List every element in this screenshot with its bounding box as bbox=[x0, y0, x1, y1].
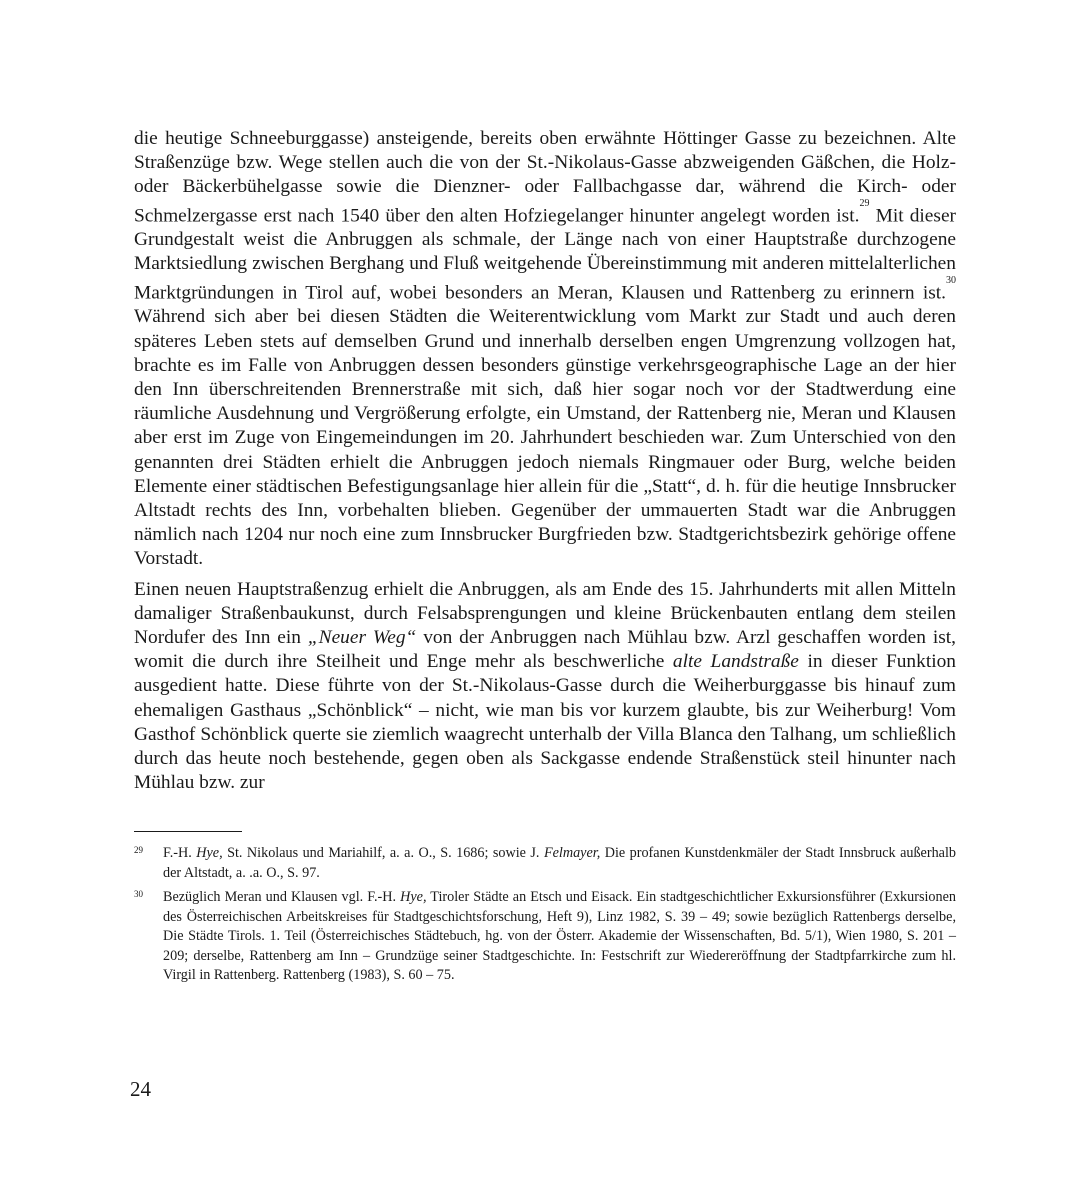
footnote-text-part: Bezüglich Meran und Klausen vgl. F.-H. bbox=[163, 889, 401, 905]
paragraph-1-text-c: Während sich aber bei diesen Städten die Weiterentwicklung vom Markt zur Stadt und auch deren späteres Leben stets auf demselben Grund und innerhalb derselben engen Umgrenzung vollzogen hat, brachte es im Falle von Anbruggen dessen besonders günstige verkehrsgeographische Lage an der hier den Inn überschreitenden Brennerstraße mit sich, daß hier sogar noch vor der Stadtwerdung eine räumliche Ausdehnung und Vergrößerung erfolgte, ein Umstand, der Rattenberg nie, Meran und Klausen aber erst im Zuge von Eingemeindungen im 20. Jahrhundert beschieden war. Zum Unterschied von den genannten drei Städten erhielt die Anbruggen jedoch niemals Ringmauer oder Burg, welche beiden Elemente einer städtischen Befestigungsanlage hier allein für die „Statt“, d. h. für die heutige Innsbrucker Altstadt rechts des Inn, vorbehalten blieben. Gegenüber der ummauerten Stadt war die Anbruggen nämlich nach 1204 nur noch eine zum Innsbrucker Burgfrieden bzw. Stadtgerichtsbezirk gehörige offene Vorstadt. bbox=[134, 306, 956, 570]
paragraph-1-text-a: die heutige Schneeburggasse) ansteigende, bereits oben erwähnte Höttinger Gasse zu bezeichnen. Alte Straßenzüge bzw. Wege stellen auch die von der St.-Nikolaus-Gasse abzweigenden Gäßchen, die Holz- oder Bäckerbühelgasse sowie die Dienzner- oder Fallbachgasse dar, während die Kirch- oder Schmelzergasse erst nach 1540 über den alten Hofziegelanger hinunter angelegt worden ist. bbox=[134, 128, 956, 227]
footnote-ref-30: 30 bbox=[946, 274, 956, 286]
footnote-author: Felmayer, bbox=[543, 845, 601, 861]
paragraph-2-italic-neuer-weg: „Neuer Weg“ bbox=[307, 627, 417, 648]
footnote-author: Hye, bbox=[196, 845, 223, 861]
main-text bbox=[134, 127, 956, 795]
paragraph-2-italic-alte-landstrasse: alte Landstraße bbox=[672, 651, 799, 673]
footnote-text-part: Tiroler Städte an Etsch und Eisack. Ein stadtgeschichtlicher Exkursionsführer (Exkursionen des Österreichischen Arbeitskreises für Stadtgeschichtsforschung, Heft 9), Linz 1982, S. 39 – 49; sowie bezüglich Rattenbergs derselbe, Die Städte Tirols. 1. Teil (Österreichisches Städtebuch, hg. von der Österr. Akademie der Wissenschaften, Bd. 5/1), Wien 1980, S. 201 – 209; derselbe, Rattenberg am Inn – Grundzüge seiner Stadtgeschichte. In: Festschrift zur Wiedereröffnung der Stadtpfarrkirche zum hl. Virgil in Rattenberg. Rattenberg (1983), S. 60 – 75. bbox=[163, 889, 956, 983]
footnote-text-part: Die profanen Kunstdenkmäler der Stadt Innsbruck außerhalb der Altstadt, a. .a. O., S. 97. bbox=[163, 845, 956, 881]
footnote-text-part: F.-H. bbox=[163, 845, 197, 861]
page-number: 24 bbox=[130, 1077, 151, 1101]
footnote-text bbox=[163, 888, 956, 986]
paragraph-1 bbox=[134, 127, 956, 572]
footnote bbox=[134, 888, 956, 986]
footnote bbox=[134, 844, 956, 883]
paragraph-1-text-b: Mit dieser Grundgestalt weist die Anbruggen als schmale, der Länge nach von einer Hauptstraße durchzogene Marktsiedlung zwischen Berghang und Fluß weitgehende Übereinstimmung mit anderen mittelalterlichen Marktgründungen in Tirol auf, wobei besonders an Meran, Klausen und Rattenberg zu erinnern ist. bbox=[134, 205, 957, 304]
footnote-text bbox=[163, 844, 956, 883]
paragraph-2-text-a: Einen neuen Hauptstraßenzug erhielt die Anbruggen, als am Ende des 15. Jahrhunderts mit allen Mitteln damaliger Straßenbaukunst, durch Felsabsprengungen und kleine Brückenbauten entlang dem steilen Nordufer des Inn ein bbox=[134, 578, 956, 648]
footnote-number: 30 bbox=[134, 889, 143, 899]
footnote-divider bbox=[134, 831, 242, 832]
footnotes bbox=[134, 844, 956, 991]
footnote-ref-29: 29 bbox=[859, 197, 870, 209]
paragraph-2-text-c: in dieser Funktion ausgedient hatte. Diese führte von der St.-Nikolaus-Gasse durch die Weiherburggasse bis hinauf zum ehemaligen Gasthaus „Schönblick“ – nicht, wie man bis vor kurzem glaubte, bis zur Weiherburg! Vom Gasthof Schönblick querte sie ziemlich waagrecht unterhalb der Villa Blanca den Talhang, um schließlich durch das heute noch bestehende, gegen oben als Sackgasse endende Straßenstück steil hinunter nach Mühlau bzw. zur bbox=[134, 651, 956, 794]
paragraph-2-text-b: von der Anbruggen nach Mühlau bzw. Arzl geschaffen worden ist, womit die durch ihre Steilheit und Enge mehr als beschwerliche bbox=[134, 627, 956, 673]
footnote-text-part: St. Nikolaus und Mariahilf, a. a. O., S. 1686; sowie J. bbox=[222, 845, 544, 861]
paragraph-2 bbox=[134, 578, 956, 796]
footnote-number: 29 bbox=[134, 845, 143, 855]
footnote-author: Hye, bbox=[400, 889, 427, 905]
